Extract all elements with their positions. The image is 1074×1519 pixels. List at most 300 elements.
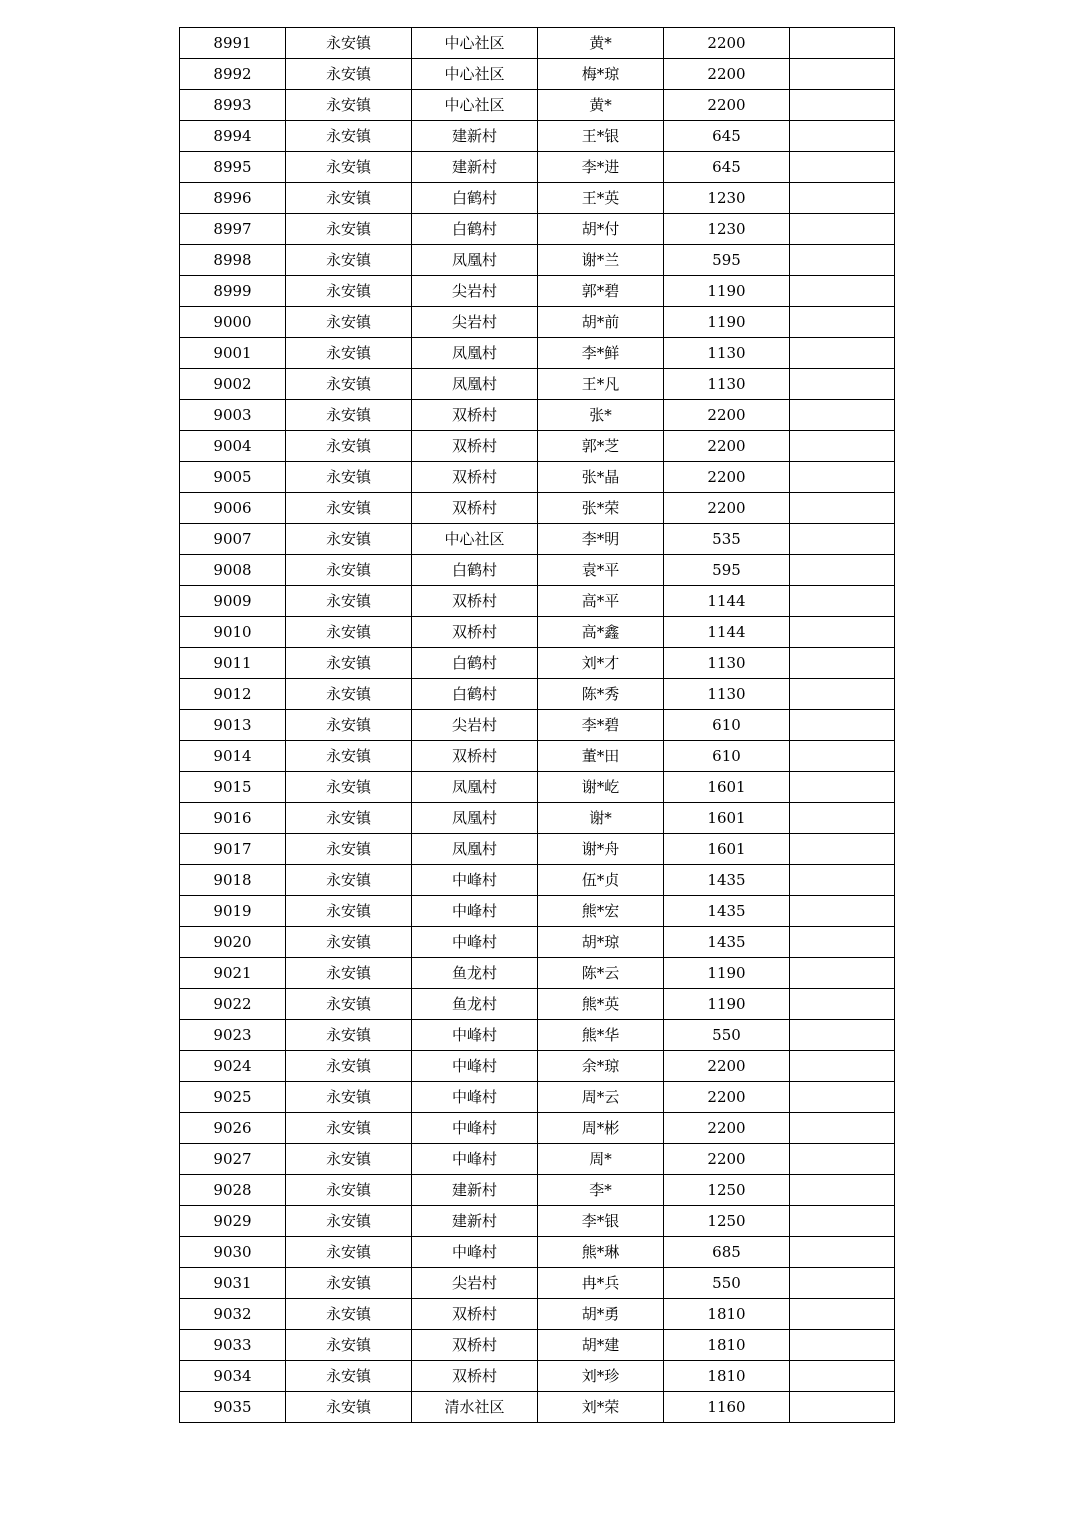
note-cell — [790, 958, 895, 989]
town-cell: 永安镇 — [286, 958, 412, 989]
town-cell: 永安镇 — [286, 1051, 412, 1082]
town-cell: 永安镇 — [286, 28, 412, 59]
serial-number-cell: 8995 — [180, 152, 286, 183]
serial-number-cell: 8997 — [180, 214, 286, 245]
note-cell — [790, 710, 895, 741]
town-cell: 永安镇 — [286, 648, 412, 679]
table-row — [180, 1392, 895, 1423]
amount-cell: 1130 — [664, 648, 790, 679]
name-cell: 熊*英 — [538, 989, 664, 1020]
note-cell — [790, 1020, 895, 1051]
name-cell: 周* — [538, 1144, 664, 1175]
town-cell: 永安镇 — [286, 1237, 412, 1268]
note-cell — [790, 121, 895, 152]
table-row — [180, 462, 895, 493]
table-row — [180, 183, 895, 214]
serial-number-cell: 9026 — [180, 1113, 286, 1144]
town-cell: 永安镇 — [286, 927, 412, 958]
village-cell: 中峰村 — [412, 1144, 538, 1175]
town-cell: 永安镇 — [286, 741, 412, 772]
town-cell: 永安镇 — [286, 59, 412, 90]
table-row — [180, 1175, 895, 1206]
name-cell: 郭*碧 — [538, 276, 664, 307]
serial-number-cell: 9024 — [180, 1051, 286, 1082]
village-cell: 凤凰村 — [412, 369, 538, 400]
note-cell — [790, 1237, 895, 1268]
serial-number-cell: 8992 — [180, 59, 286, 90]
amount-cell: 2200 — [664, 1051, 790, 1082]
note-cell — [790, 896, 895, 927]
name-cell: 冉*兵 — [538, 1268, 664, 1299]
village-cell: 尖岩村 — [412, 1268, 538, 1299]
amount-cell: 1190 — [664, 276, 790, 307]
note-cell — [790, 1175, 895, 1206]
amount-cell: 595 — [664, 245, 790, 276]
table-row — [180, 307, 895, 338]
amount-cell: 1601 — [664, 772, 790, 803]
note-cell — [790, 927, 895, 958]
village-cell: 中峰村 — [412, 896, 538, 927]
name-cell: 张*晶 — [538, 462, 664, 493]
village-cell: 双桥村 — [412, 400, 538, 431]
amount-cell: 1601 — [664, 803, 790, 834]
serial-number-cell: 9035 — [180, 1392, 286, 1423]
note-cell — [790, 834, 895, 865]
town-cell: 永安镇 — [286, 245, 412, 276]
town-cell: 永安镇 — [286, 90, 412, 121]
village-cell: 中峰村 — [412, 1237, 538, 1268]
serial-number-cell: 8998 — [180, 245, 286, 276]
name-cell: 黄* — [538, 90, 664, 121]
village-cell: 双桥村 — [412, 1330, 538, 1361]
name-cell: 余*琼 — [538, 1051, 664, 1082]
serial-number-cell: 9003 — [180, 400, 286, 431]
village-cell: 建新村 — [412, 1175, 538, 1206]
serial-number-cell: 8996 — [180, 183, 286, 214]
table-row — [180, 152, 895, 183]
table-row — [180, 369, 895, 400]
village-cell: 凤凰村 — [412, 803, 538, 834]
name-cell: 梅*琼 — [538, 59, 664, 90]
amount-cell: 1435 — [664, 896, 790, 927]
amount-cell: 535 — [664, 524, 790, 555]
amount-cell: 1190 — [664, 958, 790, 989]
table-row — [180, 1268, 895, 1299]
village-cell: 白鹤村 — [412, 679, 538, 710]
serial-number-cell: 9011 — [180, 648, 286, 679]
village-cell: 双桥村 — [412, 1361, 538, 1392]
name-cell: 王*凡 — [538, 369, 664, 400]
document-page — [179, 27, 894, 1423]
name-cell: 谢*兰 — [538, 245, 664, 276]
village-cell: 中峰村 — [412, 1113, 538, 1144]
table-row — [180, 1113, 895, 1144]
village-cell: 中峰村 — [412, 1051, 538, 1082]
town-cell: 永安镇 — [286, 1392, 412, 1423]
amount-cell: 610 — [664, 710, 790, 741]
table-row — [180, 493, 895, 524]
note-cell — [790, 1299, 895, 1330]
amount-cell: 1130 — [664, 679, 790, 710]
serial-number-cell: 9012 — [180, 679, 286, 710]
amount-cell: 2200 — [664, 431, 790, 462]
note-cell — [790, 772, 895, 803]
table-row — [180, 90, 895, 121]
village-cell: 建新村 — [412, 121, 538, 152]
table-row — [180, 1206, 895, 1237]
amount-cell: 2200 — [664, 1144, 790, 1175]
note-cell — [790, 1330, 895, 1361]
amount-cell: 1435 — [664, 927, 790, 958]
table-row — [180, 741, 895, 772]
town-cell: 永安镇 — [286, 431, 412, 462]
note-cell — [790, 586, 895, 617]
note-cell — [790, 1268, 895, 1299]
note-cell — [790, 462, 895, 493]
amount-cell: 1190 — [664, 307, 790, 338]
town-cell: 永安镇 — [286, 1082, 412, 1113]
village-cell: 凤凰村 — [412, 245, 538, 276]
village-cell: 尖岩村 — [412, 710, 538, 741]
table-row — [180, 400, 895, 431]
serial-number-cell: 9016 — [180, 803, 286, 834]
town-cell: 永安镇 — [286, 555, 412, 586]
note-cell — [790, 1051, 895, 1082]
name-cell: 高*鑫 — [538, 617, 664, 648]
amount-cell: 1250 — [664, 1206, 790, 1237]
name-cell: 胡*琼 — [538, 927, 664, 958]
village-cell: 中峰村 — [412, 1082, 538, 1113]
village-cell: 鱼龙村 — [412, 958, 538, 989]
town-cell: 永安镇 — [286, 1361, 412, 1392]
name-cell: 谢* — [538, 803, 664, 834]
name-cell: 谢*屹 — [538, 772, 664, 803]
town-cell: 永安镇 — [286, 121, 412, 152]
serial-number-cell: 9021 — [180, 958, 286, 989]
name-cell: 熊*华 — [538, 1020, 664, 1051]
name-cell: 胡*勇 — [538, 1299, 664, 1330]
town-cell: 永安镇 — [286, 989, 412, 1020]
serial-number-cell: 9022 — [180, 989, 286, 1020]
name-cell: 黄* — [538, 28, 664, 59]
note-cell — [790, 989, 895, 1020]
table-row — [180, 648, 895, 679]
name-cell: 李*鲜 — [538, 338, 664, 369]
village-cell: 中峰村 — [412, 865, 538, 896]
note-cell — [790, 214, 895, 245]
table-row — [180, 896, 895, 927]
amount-cell: 1190 — [664, 989, 790, 1020]
table-row — [180, 276, 895, 307]
village-cell: 凤凰村 — [412, 338, 538, 369]
note-cell — [790, 1082, 895, 1113]
village-cell: 中心社区 — [412, 90, 538, 121]
name-cell: 谢*舟 — [538, 834, 664, 865]
town-cell: 永安镇 — [286, 803, 412, 834]
serial-number-cell: 9015 — [180, 772, 286, 803]
note-cell — [790, 1144, 895, 1175]
town-cell: 永安镇 — [286, 865, 412, 896]
village-cell: 中峰村 — [412, 927, 538, 958]
amount-cell: 1250 — [664, 1175, 790, 1206]
name-cell: 李*银 — [538, 1206, 664, 1237]
amount-cell: 1144 — [664, 617, 790, 648]
note-cell — [790, 617, 895, 648]
serial-number-cell: 9030 — [180, 1237, 286, 1268]
serial-number-cell: 8999 — [180, 276, 286, 307]
amount-cell: 2200 — [664, 90, 790, 121]
village-cell: 尖岩村 — [412, 307, 538, 338]
serial-number-cell: 9027 — [180, 1144, 286, 1175]
amount-cell: 1130 — [664, 369, 790, 400]
table-row — [180, 1237, 895, 1268]
village-cell: 双桥村 — [412, 1299, 538, 1330]
table-row — [180, 865, 895, 896]
table-row — [180, 834, 895, 865]
town-cell: 永安镇 — [286, 710, 412, 741]
village-cell: 双桥村 — [412, 431, 538, 462]
amount-cell: 1230 — [664, 214, 790, 245]
table-row — [180, 803, 895, 834]
note-cell — [790, 1361, 895, 1392]
amount-cell: 2200 — [664, 493, 790, 524]
name-cell: 袁*平 — [538, 555, 664, 586]
serial-number-cell: 9017 — [180, 834, 286, 865]
note-cell — [790, 431, 895, 462]
amount-cell: 550 — [664, 1020, 790, 1051]
note-cell — [790, 400, 895, 431]
village-cell: 中峰村 — [412, 1020, 538, 1051]
village-cell: 双桥村 — [412, 493, 538, 524]
table-row — [180, 245, 895, 276]
village-cell: 建新村 — [412, 1206, 538, 1237]
serial-number-cell: 8994 — [180, 121, 286, 152]
note-cell — [790, 276, 895, 307]
note-cell — [790, 1113, 895, 1144]
serial-number-cell: 9034 — [180, 1361, 286, 1392]
note-cell — [790, 493, 895, 524]
village-cell: 白鹤村 — [412, 214, 538, 245]
table-row — [180, 710, 895, 741]
town-cell: 永安镇 — [286, 617, 412, 648]
amount-cell: 550 — [664, 1268, 790, 1299]
serial-number-cell: 9002 — [180, 369, 286, 400]
note-cell — [790, 338, 895, 369]
name-cell: 李* — [538, 1175, 664, 1206]
serial-number-cell: 9000 — [180, 307, 286, 338]
town-cell: 永安镇 — [286, 183, 412, 214]
amount-cell: 1230 — [664, 183, 790, 214]
town-cell: 永安镇 — [286, 772, 412, 803]
note-cell — [790, 152, 895, 183]
table-row — [180, 431, 895, 462]
village-cell: 中心社区 — [412, 28, 538, 59]
table-row — [180, 1051, 895, 1082]
town-cell: 永安镇 — [286, 1113, 412, 1144]
village-cell: 双桥村 — [412, 586, 538, 617]
register-table-body — [180, 28, 895, 1423]
town-cell: 永安镇 — [286, 1144, 412, 1175]
name-cell: 周*云 — [538, 1082, 664, 1113]
serial-number-cell: 9019 — [180, 896, 286, 927]
serial-number-cell: 9033 — [180, 1330, 286, 1361]
town-cell: 永安镇 — [286, 1206, 412, 1237]
table-row — [180, 555, 895, 586]
village-cell: 凤凰村 — [412, 772, 538, 803]
village-cell: 白鹤村 — [412, 648, 538, 679]
name-cell: 胡*付 — [538, 214, 664, 245]
note-cell — [790, 1392, 895, 1423]
name-cell: 熊*琳 — [538, 1237, 664, 1268]
note-cell — [790, 183, 895, 214]
serial-number-cell: 9001 — [180, 338, 286, 369]
amount-cell: 2200 — [664, 400, 790, 431]
name-cell: 刘*珍 — [538, 1361, 664, 1392]
town-cell: 永安镇 — [286, 1330, 412, 1361]
serial-number-cell: 8991 — [180, 28, 286, 59]
name-cell: 张* — [538, 400, 664, 431]
amount-cell: 1435 — [664, 865, 790, 896]
name-cell: 李*明 — [538, 524, 664, 555]
name-cell: 王*英 — [538, 183, 664, 214]
town-cell: 永安镇 — [286, 493, 412, 524]
town-cell: 永安镇 — [286, 834, 412, 865]
town-cell: 永安镇 — [286, 1268, 412, 1299]
table-row — [180, 989, 895, 1020]
table-row — [180, 679, 895, 710]
table-row — [180, 524, 895, 555]
table-row — [180, 28, 895, 59]
table-row — [180, 1299, 895, 1330]
village-cell: 凤凰村 — [412, 834, 538, 865]
amount-cell: 1130 — [664, 338, 790, 369]
note-cell — [790, 803, 895, 834]
town-cell: 永安镇 — [286, 369, 412, 400]
town-cell: 永安镇 — [286, 1299, 412, 1330]
table-row — [180, 214, 895, 245]
table-row — [180, 59, 895, 90]
serial-number-cell: 9029 — [180, 1206, 286, 1237]
town-cell: 永安镇 — [286, 276, 412, 307]
note-cell — [790, 648, 895, 679]
table-row — [180, 772, 895, 803]
name-cell: 董*田 — [538, 741, 664, 772]
name-cell: 胡*建 — [538, 1330, 664, 1361]
note-cell — [790, 555, 895, 586]
amount-cell: 645 — [664, 152, 790, 183]
serial-number-cell: 9025 — [180, 1082, 286, 1113]
table-row — [180, 958, 895, 989]
town-cell: 永安镇 — [286, 462, 412, 493]
serial-number-cell: 9031 — [180, 1268, 286, 1299]
name-cell: 陈*云 — [538, 958, 664, 989]
amount-cell: 595 — [664, 555, 790, 586]
name-cell: 陈*秀 — [538, 679, 664, 710]
amount-cell: 1810 — [664, 1361, 790, 1392]
serial-number-cell: 9004 — [180, 431, 286, 462]
note-cell — [790, 28, 895, 59]
name-cell: 李*碧 — [538, 710, 664, 741]
table-row — [180, 1361, 895, 1392]
serial-number-cell: 9009 — [180, 586, 286, 617]
amount-cell: 1144 — [664, 586, 790, 617]
name-cell: 郭*芝 — [538, 431, 664, 462]
village-cell: 尖岩村 — [412, 276, 538, 307]
note-cell — [790, 679, 895, 710]
village-cell: 中心社区 — [412, 59, 538, 90]
village-cell: 双桥村 — [412, 462, 538, 493]
table-row — [180, 1020, 895, 1051]
town-cell: 永安镇 — [286, 679, 412, 710]
serial-number-cell: 9020 — [180, 927, 286, 958]
serial-number-cell: 9013 — [180, 710, 286, 741]
amount-cell: 2200 — [664, 28, 790, 59]
name-cell: 刘*荣 — [538, 1392, 664, 1423]
name-cell: 李*进 — [538, 152, 664, 183]
note-cell — [790, 1206, 895, 1237]
village-cell: 双桥村 — [412, 617, 538, 648]
village-cell: 清水社区 — [412, 1392, 538, 1423]
name-cell: 熊*宏 — [538, 896, 664, 927]
serial-number-cell: 9023 — [180, 1020, 286, 1051]
table-row — [180, 1082, 895, 1113]
town-cell: 永安镇 — [286, 896, 412, 927]
name-cell: 高*平 — [538, 586, 664, 617]
amount-cell: 2200 — [664, 462, 790, 493]
name-cell: 伍*贞 — [538, 865, 664, 896]
table-row — [180, 927, 895, 958]
town-cell: 永安镇 — [286, 152, 412, 183]
amount-cell: 1810 — [664, 1330, 790, 1361]
village-cell: 鱼龙村 — [412, 989, 538, 1020]
note-cell — [790, 59, 895, 90]
village-cell: 中心社区 — [412, 524, 538, 555]
note-cell — [790, 245, 895, 276]
register-table — [179, 27, 895, 1423]
town-cell: 永安镇 — [286, 400, 412, 431]
note-cell — [790, 524, 895, 555]
serial-number-cell: 9032 — [180, 1299, 286, 1330]
town-cell: 永安镇 — [286, 1175, 412, 1206]
town-cell: 永安镇 — [286, 307, 412, 338]
table-row — [180, 1144, 895, 1175]
amount-cell: 1160 — [664, 1392, 790, 1423]
town-cell: 永安镇 — [286, 214, 412, 245]
amount-cell: 2200 — [664, 1082, 790, 1113]
serial-number-cell: 8993 — [180, 90, 286, 121]
name-cell: 刘*才 — [538, 648, 664, 679]
town-cell: 永安镇 — [286, 524, 412, 555]
serial-number-cell: 9010 — [180, 617, 286, 648]
amount-cell: 1810 — [664, 1299, 790, 1330]
name-cell: 张*荣 — [538, 493, 664, 524]
serial-number-cell: 9008 — [180, 555, 286, 586]
note-cell — [790, 741, 895, 772]
table-row — [180, 121, 895, 152]
note-cell — [790, 369, 895, 400]
village-cell: 双桥村 — [412, 741, 538, 772]
note-cell — [790, 307, 895, 338]
amount-cell: 2200 — [664, 1113, 790, 1144]
town-cell: 永安镇 — [286, 338, 412, 369]
table-row — [180, 338, 895, 369]
table-row — [180, 617, 895, 648]
table-row — [180, 1330, 895, 1361]
amount-cell: 645 — [664, 121, 790, 152]
serial-number-cell: 9028 — [180, 1175, 286, 1206]
serial-number-cell: 9007 — [180, 524, 286, 555]
village-cell: 白鹤村 — [412, 555, 538, 586]
